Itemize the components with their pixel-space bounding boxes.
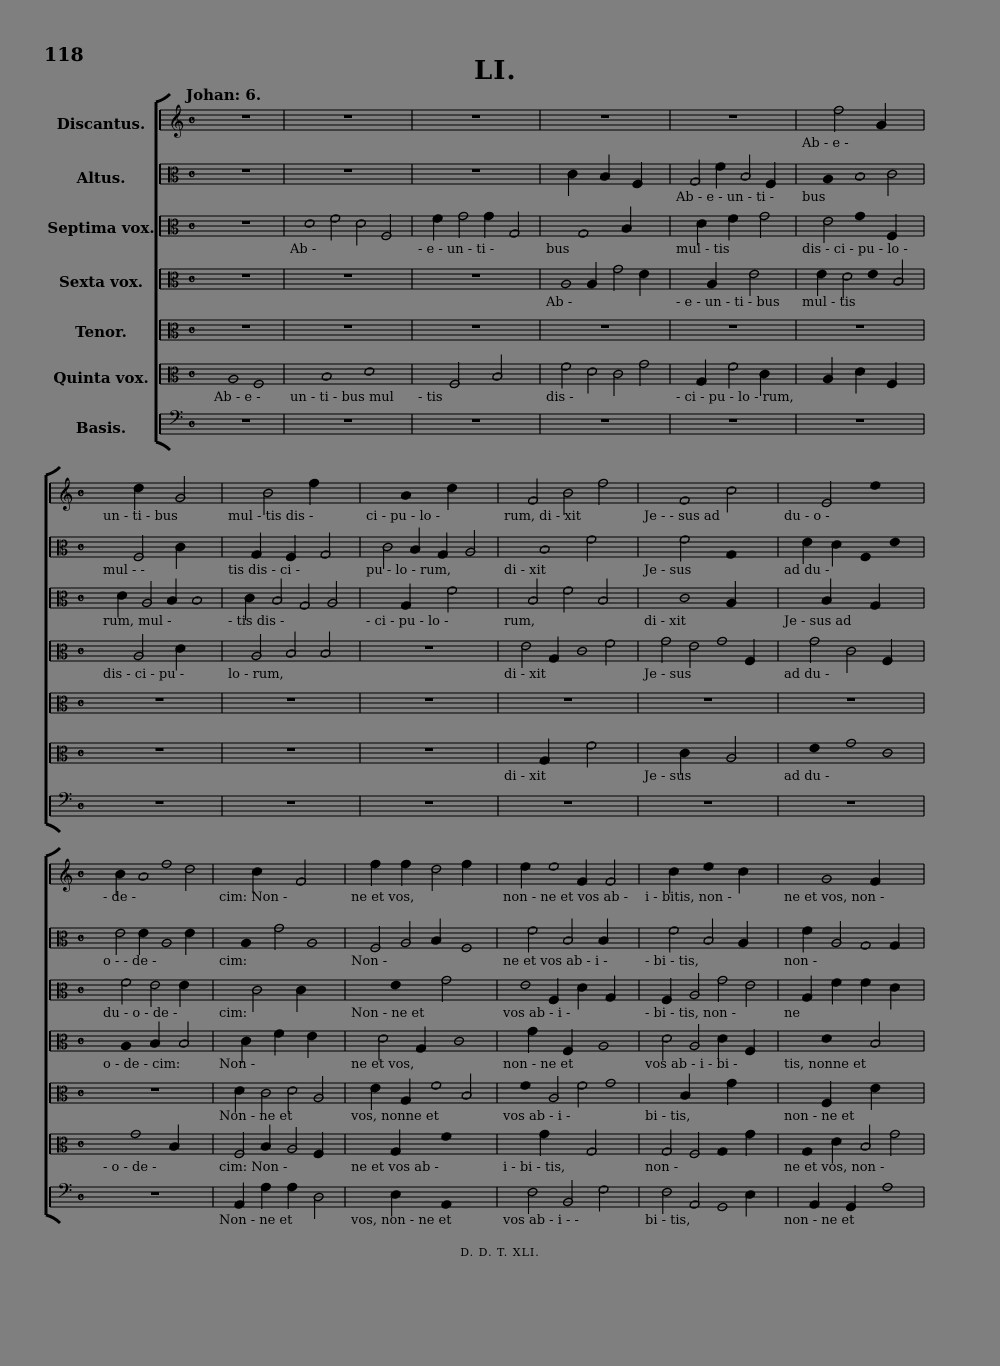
time-signature-icon: 𝄴 [77, 797, 85, 816]
note-head [304, 219, 315, 229]
rest-mark [156, 698, 164, 701]
rest-mark [847, 698, 855, 701]
rest-mark [729, 325, 737, 328]
rest-mark [242, 419, 250, 422]
voice-label-discantus: Discantus. [56, 115, 146, 133]
lyric-text: un - ti - bus mul [290, 390, 394, 405]
time-signature-icon: 𝄴 [77, 981, 85, 1000]
rest-mark [151, 1088, 159, 1091]
rest-mark [425, 698, 433, 701]
lyric-text: - bi - tis, non - [645, 1006, 737, 1021]
time-signature-icon: 𝄴 [77, 929, 85, 948]
rest-mark [287, 748, 295, 751]
voice-label-basis: Basis. [75, 419, 127, 437]
voice-label-septima-vox: Septima vox. [47, 219, 155, 237]
time-signature-icon: 𝄴 [77, 1188, 85, 1207]
lyric-text: non - [645, 1160, 679, 1175]
rest-mark [242, 274, 250, 277]
c-clef-icon: 𝄡 [57, 979, 69, 1003]
lyric-text: ad du - [784, 667, 830, 682]
lyric-text: ne et vos, non - [784, 890, 885, 905]
piece-number: LI. [474, 56, 517, 86]
rest-mark [601, 115, 609, 118]
note-head [821, 1034, 832, 1044]
c-clef-icon: 𝄡 [57, 587, 69, 611]
time-signature-icon: 𝄴 [188, 365, 196, 384]
bass-clef-icon: 𝄢 [57, 1179, 73, 1207]
time-signature-icon: 𝄴 [188, 111, 196, 130]
time-signature-icon: 𝄴 [188, 415, 196, 434]
lyric-text: dis - ci - pu - lo - [802, 242, 908, 257]
rest-mark [151, 1192, 159, 1195]
rest-mark [704, 801, 712, 804]
time-signature-icon: 𝄴 [77, 744, 85, 763]
time-signature-icon: 𝄴 [77, 865, 85, 884]
lyric-text: Je - - sus ad [644, 509, 721, 524]
rest-mark [156, 801, 164, 804]
lyric-text: di - xit [504, 563, 546, 578]
lyric-text: di - xit [504, 667, 546, 682]
note-head [809, 743, 820, 753]
c-clef-icon: 𝄡 [168, 268, 180, 292]
lyric-text: ne et vos ab - [351, 1160, 439, 1175]
note-head [860, 552, 871, 562]
lyric-text: Ab - e - un - ti - [676, 190, 775, 205]
lyric-text: Non - ne et [219, 1213, 293, 1228]
lyric-text: Je - sus [644, 667, 692, 682]
lyric-text: rum, di - xit [504, 509, 582, 524]
note-head [679, 496, 690, 506]
note-head [823, 174, 834, 184]
note-head [860, 941, 871, 951]
page-number: 118 [44, 44, 84, 66]
note-head [889, 537, 900, 547]
note-head [321, 372, 332, 382]
note-head [401, 491, 412, 501]
lyric-text: non - ne et [503, 1057, 574, 1072]
time-signature-icon: 𝄴 [77, 1135, 85, 1154]
lyric-text: dis - ci - pu - [103, 667, 185, 682]
rest-mark [564, 698, 572, 701]
rest-mark [344, 325, 352, 328]
c-clef-icon: 𝄡 [168, 215, 180, 239]
lyric-text: non - ne et vos ab - [503, 890, 629, 905]
note-head [717, 1147, 728, 1157]
lyric-text: - bi - tis, [645, 954, 699, 969]
lyric-text: ne et vos, non - [784, 1160, 885, 1175]
rest-mark [425, 801, 433, 804]
lyric-text: Je - sus [644, 563, 692, 578]
lyric-text: pu - lo - rum, [366, 563, 452, 578]
rest-mark [472, 325, 480, 328]
lyric-text: rum, [504, 614, 536, 629]
rest-mark [472, 169, 480, 172]
note-head [192, 596, 203, 606]
lyric-text: - e - un - ti - [418, 242, 495, 257]
lyric-text: - e - un - ti - bus [676, 295, 780, 310]
rest-mark [344, 419, 352, 422]
note-head [548, 862, 559, 872]
c-clef-icon: 𝄡 [57, 742, 69, 766]
lyric-text: o - de - cim: [103, 1057, 181, 1072]
voice-label-tenor: Tenor. [75, 323, 127, 341]
rest-mark [287, 698, 295, 701]
lyric-text: Non - [219, 1057, 256, 1072]
lyric-text: di - xit [644, 614, 686, 629]
lyric-text: cim: [219, 1006, 248, 1021]
lyric-text: Ab - [546, 295, 573, 310]
c-clef-icon: 𝄡 [57, 1133, 69, 1157]
c-clef-icon: 𝄡 [57, 1030, 69, 1054]
time-signature-icon: 𝄴 [77, 484, 85, 503]
lyric-text: mul - - [103, 563, 145, 578]
voice-label-altus: Altus. [76, 169, 126, 187]
rest-mark [242, 169, 250, 172]
note-head [703, 862, 714, 872]
lyric-text: vos, non - ne et [351, 1213, 452, 1228]
treble-clef-icon: 𝄞 [168, 104, 185, 137]
lyric-text: Je - sus [644, 769, 692, 784]
lyric-text: ne et vos, [351, 1057, 415, 1072]
lyric-text: cim: Non - [219, 890, 288, 905]
lyric-text: rum, mul - [103, 614, 172, 629]
rest-mark [287, 801, 295, 804]
lyric-text: tis dis - ci - [228, 563, 300, 578]
lyric-text: - o - de - [103, 1160, 157, 1175]
lyric-text: vos ab - i - - [503, 1213, 579, 1228]
lyric-text: cim: [219, 954, 248, 969]
note-head [802, 1147, 813, 1157]
note-head [578, 229, 589, 239]
note-head [726, 550, 737, 560]
rest-mark [242, 221, 250, 224]
lyric-text: Ab - e - [214, 390, 261, 405]
rest-mark [729, 419, 737, 422]
rest-mark [601, 419, 609, 422]
rest-mark [156, 748, 164, 751]
c-clef-icon: 𝄡 [57, 927, 69, 951]
lyric-text: du - o - de - [103, 1006, 178, 1021]
lyric-text: ad du - [784, 769, 830, 784]
rest-mark [472, 274, 480, 277]
rest-mark [856, 419, 864, 422]
rest-mark [242, 115, 250, 118]
c-clef-icon: 𝄡 [57, 536, 69, 560]
lyric-text: Non - ne et [351, 1006, 425, 1021]
note-head [855, 172, 866, 182]
lyric-text: - tis dis - [228, 614, 285, 629]
treble-clef-icon: 𝄞 [57, 858, 74, 891]
lyric-text: i - bitis, non - [645, 890, 732, 905]
lyric-text: non - ne et [784, 1213, 855, 1228]
note-head [364, 367, 375, 377]
time-signature-icon: 𝄴 [77, 694, 85, 713]
time-signature-icon: 𝄴 [77, 642, 85, 661]
note-head [870, 481, 881, 491]
lyric-text: o - - de - [103, 954, 157, 969]
note-head [121, 1041, 132, 1051]
rest-mark [601, 325, 609, 328]
lyric-text: Ab - e - [802, 136, 849, 151]
time-signature-icon: 𝄴 [77, 1084, 85, 1103]
bass-clef-icon: 𝄢 [57, 788, 73, 816]
rest-mark [729, 115, 737, 118]
lyric-text: ne [784, 1006, 801, 1021]
voice-label-sexta-vox: Sexta vox. [58, 273, 144, 291]
rest-mark [344, 169, 352, 172]
lyric-text: Non - [351, 954, 388, 969]
lyric-text: i - bi - tis, [503, 1160, 566, 1175]
lyric-text: di - xit [504, 769, 546, 784]
note-head [441, 1200, 452, 1210]
lyric-text: vos ab - i - bi - [645, 1057, 738, 1072]
lyric-text: du - o - [784, 509, 830, 524]
lyric-text: bus [802, 190, 826, 205]
rest-mark [564, 801, 572, 804]
lyric-text: Ab - [290, 242, 317, 257]
lyric-text: - de - [103, 890, 137, 905]
lyric-text: bi - tis, [645, 1109, 691, 1124]
lyric-text: - tis [418, 390, 443, 405]
rest-mark [704, 698, 712, 701]
lyric-text: cim: Non - [219, 1160, 288, 1175]
time-signature-icon: 𝄴 [188, 321, 196, 340]
edition-mark: D. D. T. XLI. [460, 1246, 540, 1259]
lyric-text: mul - tis dis - [228, 509, 314, 524]
source-reference: Johan: 6. [186, 86, 262, 104]
lyric-text: - ci - pu - lo - rum, [676, 390, 794, 405]
lyric-text: bus [546, 242, 570, 257]
time-signature-icon: 𝄴 [77, 589, 85, 608]
rest-mark [344, 115, 352, 118]
voice-label-quinta-vox: Quinta vox. [53, 369, 149, 387]
lyric-text: Je - sus ad [784, 614, 852, 629]
rest-mark [242, 325, 250, 328]
c-clef-icon: 𝄡 [168, 163, 180, 187]
rest-mark [344, 274, 352, 277]
time-signature-icon: 𝄴 [188, 165, 196, 184]
rest-mark [425, 748, 433, 751]
c-clef-icon: 𝄡 [57, 1082, 69, 1106]
bass-clef-icon: 𝄢 [168, 406, 184, 434]
lyric-text: mul - tis [802, 295, 856, 310]
note-head [441, 1132, 452, 1142]
c-clef-icon: 𝄡 [168, 363, 180, 387]
lyric-text: vos, nonne et [351, 1109, 439, 1124]
note-head [241, 938, 252, 948]
lyric-text: bi - tis, [645, 1213, 691, 1228]
rest-mark [856, 325, 864, 328]
treble-clef-icon: 𝄞 [57, 477, 74, 510]
time-signature-icon: 𝄴 [77, 538, 85, 557]
rest-mark [425, 646, 433, 649]
time-signature-icon: 𝄴 [188, 270, 196, 289]
c-clef-icon: 𝄡 [168, 319, 180, 343]
time-signature-icon: 𝄴 [77, 1032, 85, 1051]
lyric-text: ci - pu - lo - [366, 509, 440, 524]
lyric-text: vos ab - i - [503, 1006, 571, 1021]
note-head [431, 1081, 442, 1091]
rest-mark [472, 419, 480, 422]
note-head [539, 545, 550, 555]
lyric-text: vos ab - i - [503, 1109, 571, 1124]
lyric-text: mul - tis [676, 242, 730, 257]
c-clef-icon: 𝄡 [57, 640, 69, 664]
lyric-text: un - ti - bus [103, 509, 178, 524]
note-head [520, 1081, 531, 1091]
rest-mark [472, 115, 480, 118]
note-head [390, 980, 401, 990]
note-head [138, 872, 149, 882]
lyric-text: ad du - [784, 563, 830, 578]
rest-mark [847, 801, 855, 804]
note-head [855, 211, 866, 221]
lyric-text: dis - [546, 390, 574, 405]
lyric-text: - ci - pu - lo - [366, 614, 449, 629]
lyric-text: lo - rum, [228, 667, 284, 682]
time-signature-icon: 𝄴 [188, 217, 196, 236]
lyric-text: non - [784, 954, 818, 969]
c-clef-icon: 𝄡 [57, 692, 69, 716]
lyric-text: ne et vos ab - i - [503, 954, 608, 969]
lyric-text: non - ne et [784, 1109, 855, 1124]
note-head [867, 269, 878, 279]
lyric-text: Non - ne et [219, 1109, 293, 1124]
lyric-text: tis, nonne et [784, 1057, 867, 1072]
lyric-text: ne et vos, [351, 890, 415, 905]
